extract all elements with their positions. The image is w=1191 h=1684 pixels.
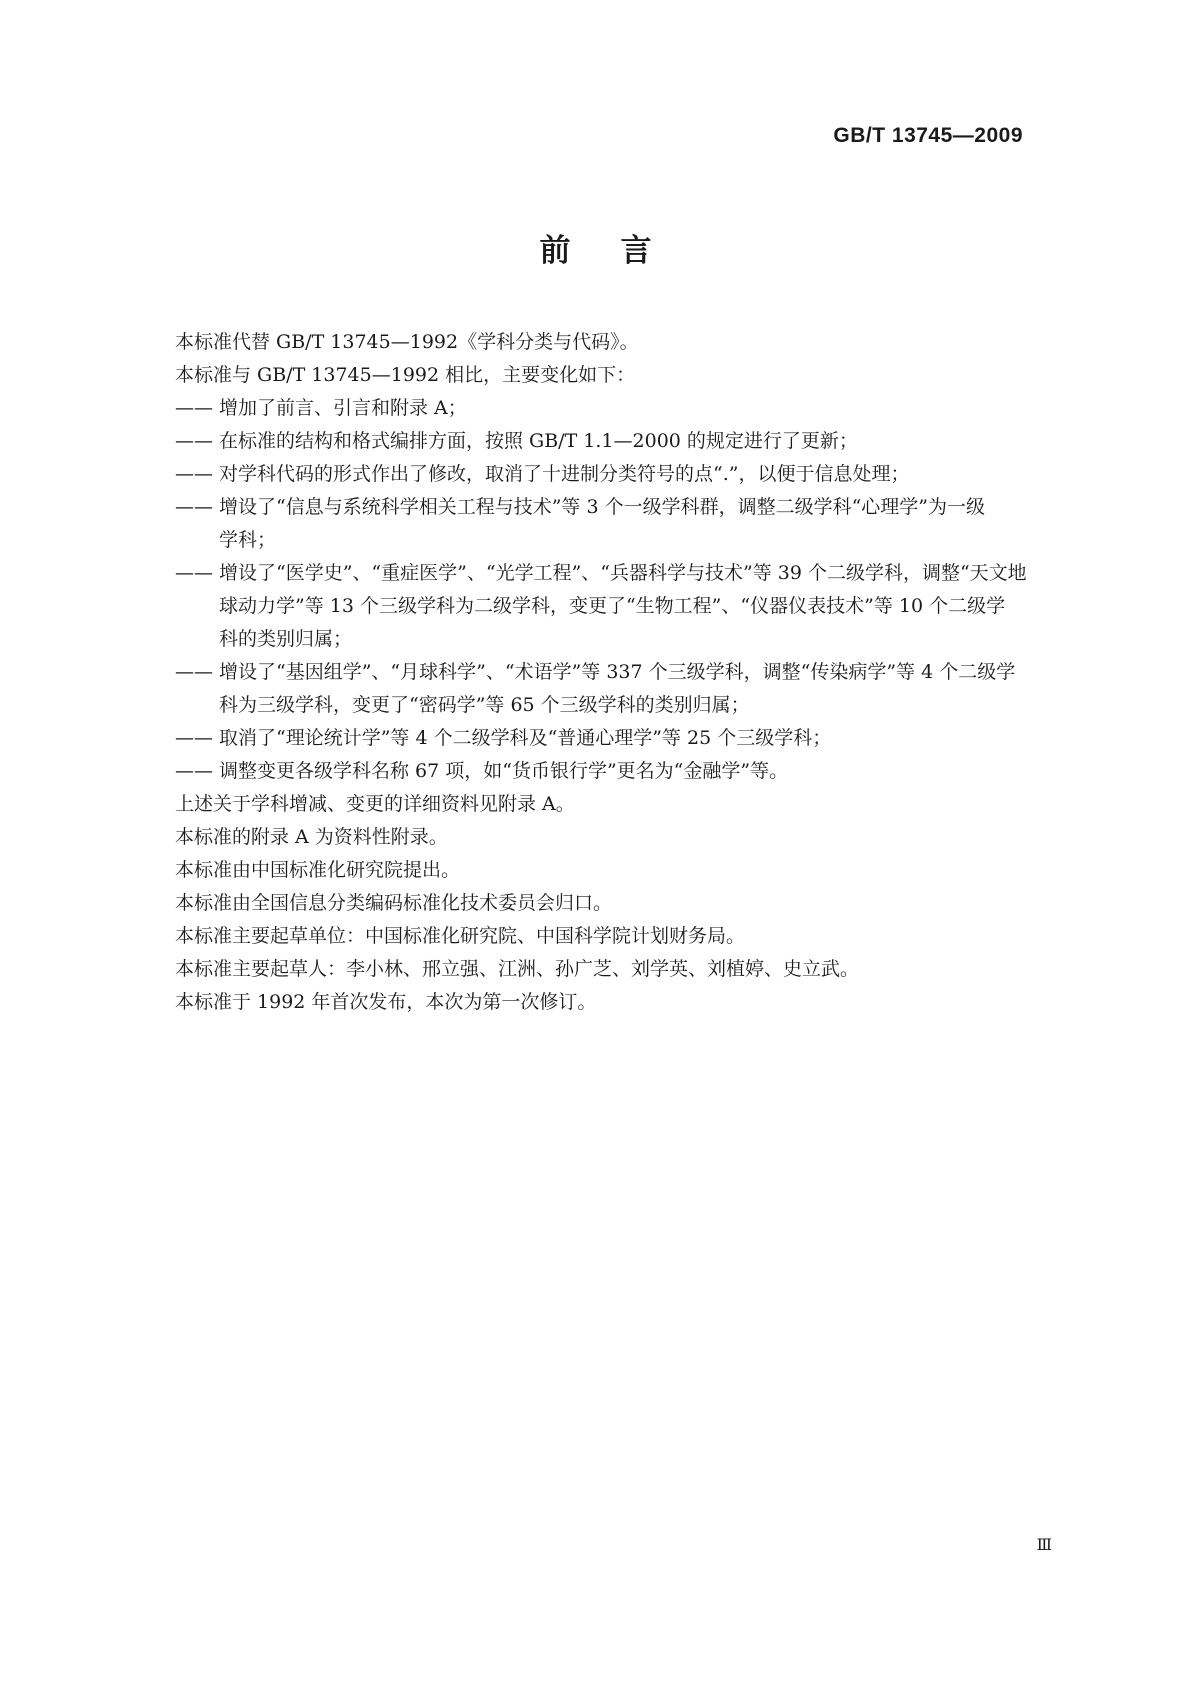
dash-marker: ——: [175, 727, 213, 749]
change-text-continuation: 球动力学”等 13 个三级学科为二级学科，变更了“生物工程”、“仪器仪表技术”等 10 个二级学: [219, 595, 1006, 617]
dash-marker: ——: [175, 463, 213, 485]
intro-paragraph-2: 本标准与 GB/T 13745—1992 相比，主要变化如下：: [175, 364, 636, 386]
change-item-4: [175, 491, 1057, 524]
dash-marker: ——: [175, 661, 213, 683]
change-text: 增设了“信息与系统科学相关工程与技术”等 3 个一级学科群，调整二级学科“心理学”为一级: [219, 496, 986, 518]
change-item-3: [175, 458, 1057, 491]
closing-paragraph-1: 上述关于学科增减、变更的详细资料见附录 A。: [175, 793, 575, 815]
dash-marker: ——: [175, 430, 213, 452]
change-text-continuation: 学科；: [219, 529, 277, 551]
change-item-7: [175, 722, 1057, 755]
change-item-6: [175, 656, 1057, 689]
dash-marker: ——: [175, 496, 213, 518]
change-item-1: [175, 392, 1057, 425]
page-number: Ⅲ: [1036, 1537, 1051, 1554]
closing-paragraph-2: 本标准的附录 A 为资料性附录。: [175, 826, 448, 848]
change-item-2: [175, 425, 1057, 458]
change-text: 取消了“理论统计学”等 4 个二级学科及“普通心理学”等 25 个三级学科；: [219, 727, 832, 749]
change-text: 调整变更各级学科名称 67 项，如“货币银行学”更名为“金融学”等。: [219, 760, 789, 782]
change-item-5: [175, 557, 1057, 590]
closing-paragraph-6: 本标准主要起草人：李小林、邢立强、江洲、孙广芝、刘学英、刘植婷、史立武。: [175, 958, 860, 980]
standard-number: GB/T 13745—2009: [833, 124, 1023, 147]
change-text: 增设了“医学史”、“重症医学”、“光学工程”、“兵器科学与技术”等 39 个二级学科，调整“天文地: [219, 562, 1027, 584]
dash-marker: ——: [175, 760, 213, 782]
closing-paragraph-7: 本标准于 1992 年首次发布，本次为第一次修订。: [175, 991, 597, 1013]
change-text: 在标准的结构和格式编排方面，按照 GB/T 1.1—2000 的规定进行了更新；: [219, 430, 858, 452]
closing-paragraph-3: 本标准由中国标准化研究院提出。: [175, 859, 461, 881]
dash-marker: ——: [175, 562, 213, 584]
page-title: 前言: [539, 233, 702, 269]
change-text-continuation: 科的类别归属；: [219, 628, 353, 650]
closing-paragraph-5: 本标准主要起草单位：中国标准化研究院、中国科学院计划财务局。: [175, 925, 746, 947]
change-text: 增加了前言、引言和附录 A；: [219, 397, 467, 419]
change-item-8: [175, 755, 1057, 788]
intro-paragraph-1: 本标准代替 GB/T 13745—1992《学科分类与代码》。: [175, 331, 639, 353]
foreword-body: [175, 326, 1057, 1019]
dash-marker: ——: [175, 397, 213, 419]
closing-paragraph-4: 本标准由全国信息分类编码标准化技术委员会归口。: [175, 892, 613, 914]
change-text: 对学科代码的形式作出了修改，取消了十进制分类符号的点“.”，以便于信息处理；: [219, 463, 910, 485]
change-text: 增设了“基因组学”、“月球科学”、“术语学”等 337 个三级学科，调整“传染病学”等 4 个二级学: [219, 661, 1016, 683]
change-text-continuation: 科为三级学科，变更了“密码学”等 65 个三级学科的类别归属；: [219, 694, 750, 716]
